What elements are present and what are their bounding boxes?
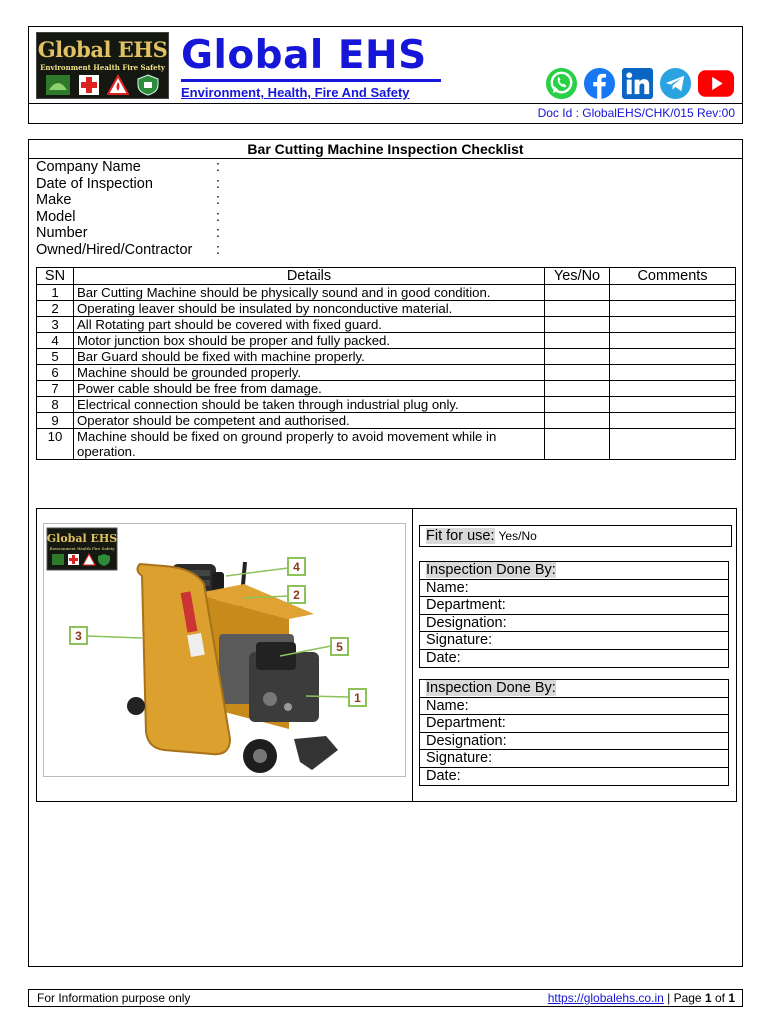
row-comments-cell[interactable]: [610, 333, 736, 349]
row-yes-no-cell[interactable]: [545, 349, 610, 365]
website-link[interactable]: https://globalehs.co.in: [547, 991, 664, 1005]
row-details: Bar Guard should be fixed with machine properly.: [74, 349, 545, 365]
field-model[interactable]: Model :: [36, 208, 221, 225]
photo-watermark-logo: [47, 528, 118, 570]
doc-id: Doc Id : GlobalEHS/CHK/015 Rev:00: [537, 106, 735, 120]
table-row: [37, 429, 736, 460]
machine-photo: [43, 523, 406, 777]
column-header-details: Details: [74, 268, 545, 285]
brand-subtitle: Environment, Health, Fire And Safety: [181, 85, 410, 100]
bar-cutting-machine-illustration: [127, 562, 338, 773]
leaf-emblem-icon: [45, 74, 71, 96]
health-cross-icon: [78, 74, 100, 96]
svg-text:2: 2: [293, 588, 300, 602]
inspector-signature-field[interactable]: Signature:: [420, 632, 728, 650]
row-comments-cell[interactable]: [610, 413, 736, 429]
logo-emblems: [41, 73, 164, 97]
social-links: [545, 67, 735, 101]
row-details: Operator should be competent and authorised.: [74, 413, 545, 429]
youtube-icon[interactable]: [697, 67, 735, 100]
row-details: All Rotating part should be covered with fixed guard.: [74, 317, 545, 333]
row-details: Bar Cutting Machine should be physically sound and in good condition.: [74, 285, 545, 301]
inspector-department-field[interactable]: Department:: [420, 597, 728, 615]
row-details: Motor junction box should be proper and fully packed.: [74, 333, 545, 349]
row-sn: 6: [37, 365, 74, 381]
inspector-heading: Inspection Done By:: [426, 680, 556, 696]
telegram-icon[interactable]: [659, 67, 692, 100]
inspector-heading: Inspection Done By:: [426, 562, 556, 578]
column-header-yes-no: Yes/No: [545, 268, 610, 285]
row-details: Power cable should be free from damage.: [74, 381, 545, 397]
section-divider: [412, 509, 413, 801]
field-label: Owned/Hired/Contractor: [36, 241, 193, 258]
table-row: [37, 365, 736, 381]
row-sn: 5: [37, 349, 74, 365]
page-footer: [28, 989, 743, 1007]
column-header-comments: Comments: [610, 268, 736, 285]
logo-subtitle: Environment Health Fire Safety: [40, 63, 165, 72]
inspector-name-field[interactable]: Name:: [420, 580, 728, 598]
checklist-form: [28, 139, 743, 967]
row-comments-cell[interactable]: [610, 429, 736, 460]
callout-4: [226, 558, 305, 576]
field-company-name[interactable]: Company Name :: [36, 159, 221, 175]
table-row: [37, 397, 736, 413]
table-row: [37, 349, 736, 365]
field-label: Model: [36, 208, 76, 225]
row-details: Operating leaver should be insulated by nonconductive material.: [74, 301, 545, 317]
row-sn: 9: [37, 413, 74, 429]
footer-right: https://globalehs.co.in | Page 1 of 1: [547, 991, 735, 1005]
field-label: Date of Inspection: [36, 175, 153, 192]
logo-title: Global EHS: [37, 37, 168, 62]
field-make[interactable]: Make :: [36, 192, 221, 209]
row-sn: 8: [37, 397, 74, 413]
row-details: Machine should be grounded properly.: [74, 365, 545, 381]
row-comments-cell[interactable]: [610, 381, 736, 397]
row-details: Electrical connection should be taken through industrial plug only.: [74, 397, 545, 413]
inspector-signature-field[interactable]: Signature:: [420, 750, 728, 768]
svg-text:1: 1: [354, 691, 361, 705]
row-comments-cell[interactable]: [610, 285, 736, 301]
inspector-date-field[interactable]: Date:: [426, 767, 461, 784]
table-row: [37, 333, 736, 349]
table-row: [37, 317, 736, 333]
brand-title-underline: [181, 79, 441, 82]
row-yes-no-cell[interactable]: [545, 365, 610, 381]
global-ehs-logo: [36, 32, 169, 99]
callout-3: [70, 627, 142, 644]
page-number: 1: [704, 991, 712, 1005]
svg-text:5: 5: [336, 640, 343, 654]
inspector-designation-field[interactable]: Designation:: [420, 733, 728, 751]
fire-hazard-icon: [107, 74, 129, 96]
table-row: [37, 413, 736, 429]
row-yes-no-cell[interactable]: [545, 397, 610, 413]
inspector-department-field[interactable]: Department:: [420, 715, 728, 733]
table-row: [37, 285, 736, 301]
svg-text:4: 4: [293, 560, 300, 574]
svg-text:3: 3: [75, 629, 82, 643]
table-row: [37, 301, 736, 317]
row-comments-cell[interactable]: [610, 349, 736, 365]
field-label: Make: [36, 192, 72, 209]
fit-for-use-label: Fit for use:: [426, 528, 495, 544]
fit-for-use-value[interactable]: Yes/No: [498, 529, 537, 543]
field-label: Company Name: [36, 159, 141, 175]
inspector-date-field[interactable]: Date:: [426, 649, 461, 666]
row-sn: 7: [37, 381, 74, 397]
document-header: [28, 26, 743, 124]
row-yes-no-cell[interactable]: [545, 429, 610, 460]
footer-disclaimer: For Information purpose only: [37, 991, 191, 1005]
page-total: 1: [728, 991, 735, 1005]
info-fields: [36, 159, 226, 259]
linkedin-icon[interactable]: [621, 67, 654, 100]
row-comments-cell[interactable]: [610, 365, 736, 381]
field-label: Number: [36, 225, 88, 242]
safety-shield-icon: [136, 74, 160, 96]
watermark-subtitle: Environment Health Fire Safety: [49, 546, 115, 551]
row-sn: 1: [37, 285, 74, 301]
row-comments-cell[interactable]: [610, 317, 736, 333]
table-row: [37, 381, 736, 397]
facebook-icon[interactable]: [583, 67, 616, 100]
inspection-section: [36, 508, 737, 802]
row-comments-cell[interactable]: [610, 301, 736, 317]
field-number[interactable]: Number :: [36, 225, 221, 242]
row-sn: 2: [37, 301, 74, 317]
row-yes-no-cell[interactable]: [545, 301, 610, 317]
inspector-block-1: [419, 561, 729, 668]
whatsapp-icon[interactable]: [545, 67, 578, 100]
row-sn: 10: [37, 429, 74, 460]
inspector-block-2: [419, 679, 729, 786]
row-sn: 3: [37, 317, 74, 333]
row-yes-no-cell[interactable]: [545, 413, 610, 429]
row-yes-no-cell[interactable]: [545, 381, 610, 397]
watermark-title: Global EHS: [46, 532, 118, 545]
row-yes-no-cell[interactable]: [545, 333, 610, 349]
brand-title: Global EHS: [181, 33, 427, 78]
row-sn: 4: [37, 333, 74, 349]
table-header-row: [37, 268, 736, 285]
inspector-designation-field[interactable]: Designation:: [420, 615, 728, 633]
checklist-title: Bar Cutting Machine Inspection Checklist: [29, 140, 742, 159]
inspector-name-field[interactable]: Name:: [420, 698, 728, 716]
row-comments-cell[interactable]: [610, 397, 736, 413]
field-date-of-inspection[interactable]: Date of Inspection :: [36, 175, 221, 192]
row-details: Machine should be fixed on ground properly to avoid movement while in operation.: [74, 429, 545, 460]
column-header-sn: SN: [37, 268, 74, 285]
field-ownership[interactable]: Owned/Hired/Contractor :: [36, 241, 221, 258]
checklist-table: [36, 267, 736, 460]
header-divider: [29, 103, 742, 104]
row-yes-no-cell[interactable]: [545, 317, 610, 333]
row-yes-no-cell[interactable]: [545, 285, 610, 301]
fit-for-use-field[interactable]: [419, 525, 732, 547]
